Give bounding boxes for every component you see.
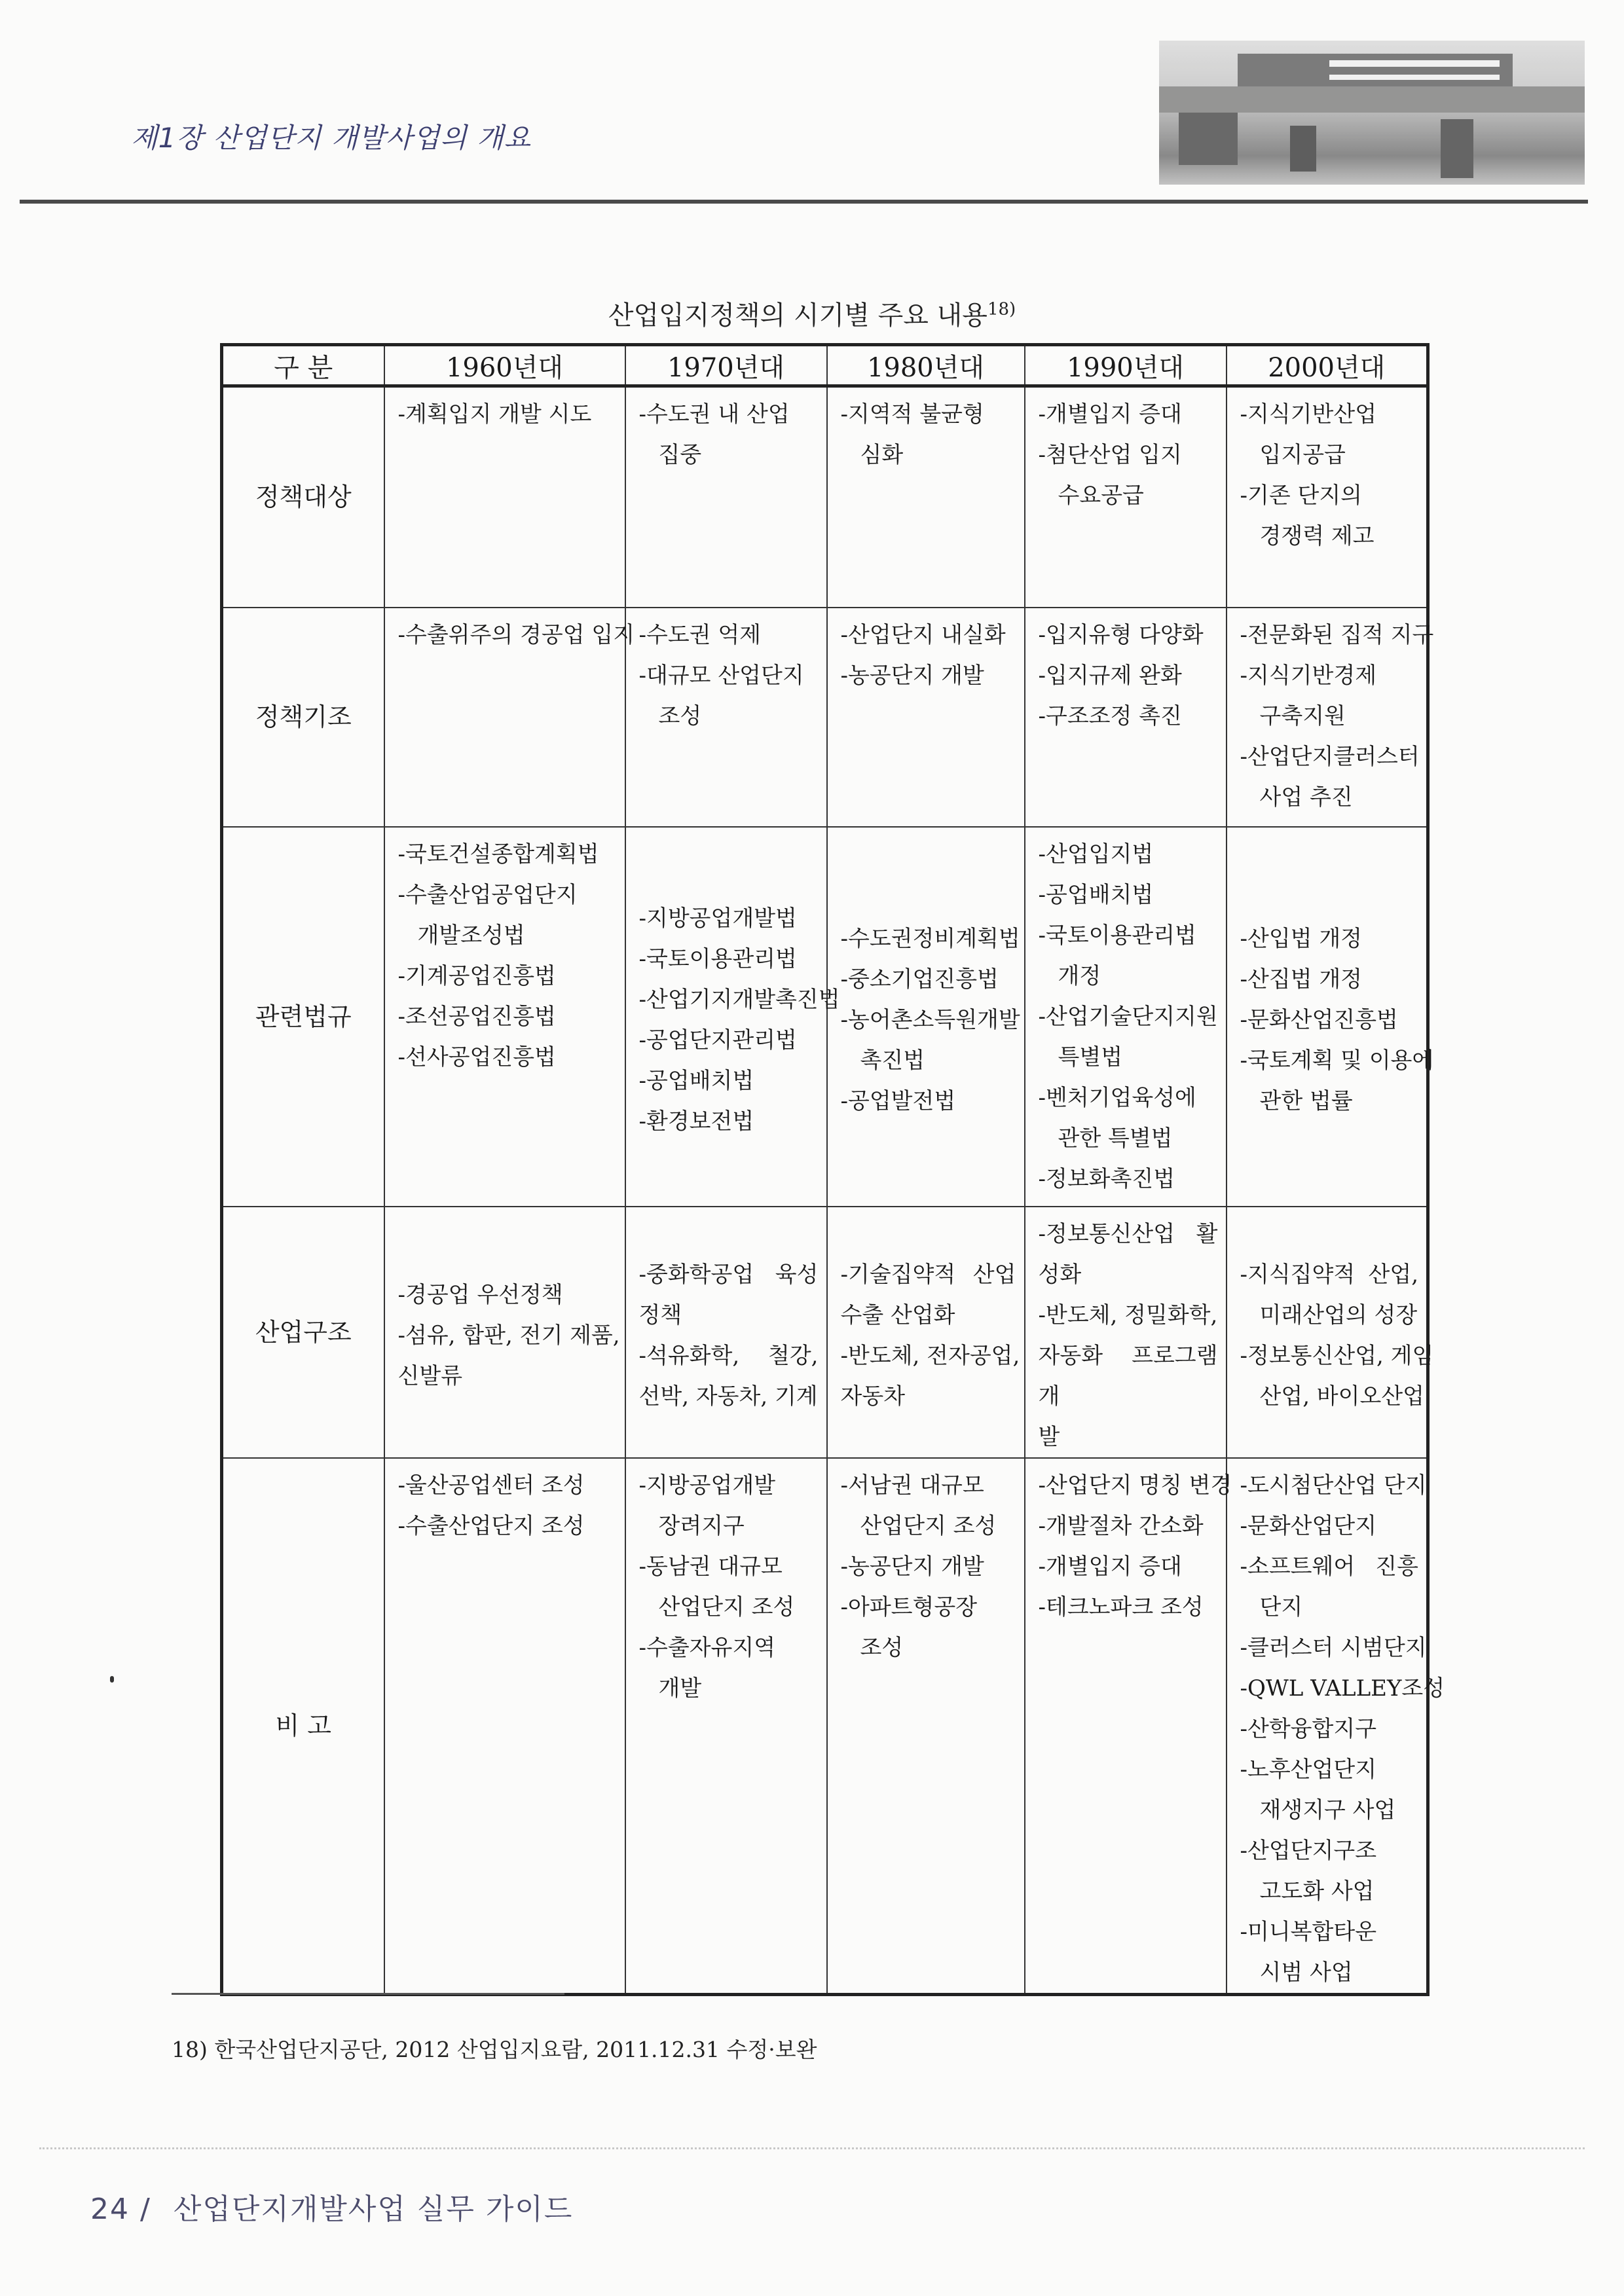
cell-line: 미래산업의 성장 [1259,1302,1418,1328]
cell-line: -정보통신산업, 게임 [1240,1342,1434,1369]
cell-line: -수도권 억제 [638,621,762,648]
table-cell [827,386,1025,608]
table-cell [384,1207,625,1458]
table-cell [625,608,827,827]
cell-line: -국토계획 및 이용에 [1240,1047,1434,1074]
cell-line: -개별입지 증대 [1038,401,1182,428]
cell-line: -대규모 산업단지 [638,662,804,689]
cell-line: 신발류 [397,1362,463,1389]
cell-line: -정보화촉진법 [1038,1165,1175,1192]
table-cell [827,608,1025,827]
cell-line: -공업배치법 [638,1067,754,1094]
cell-line: -소프트웨어 진흥 [1240,1553,1418,1580]
cell-line: 개발 [658,1675,702,1702]
table-cell [827,827,1025,1207]
cell-line: -공업배치법 [1038,881,1154,908]
table-row-policy-direction [222,608,1428,827]
table-cell [827,1207,1025,1458]
column-header-2000s: 2000년대 [1227,345,1428,386]
column-header-1990s: 1990년대 [1025,345,1227,386]
cell-line: 촉진법 [860,1047,925,1074]
table-cell [384,827,625,1207]
cell-line: -개발절차 간소화 [1038,1512,1204,1539]
cell-line: 산업, 바이오산업 [1259,1383,1425,1410]
cell-line: -벤처기업육성에 [1038,1084,1196,1111]
cell-line: 특별법 [1058,1044,1123,1070]
cell-line: -수도권정비계획법 [840,925,1020,952]
cell-line: -선사공업진흥법 [397,1044,556,1070]
table-cell [1227,386,1428,608]
cell-line: 개발조성법 [417,922,525,949]
cell-line: -농어촌소득원개발 [840,1006,1020,1033]
table-cell [1025,608,1227,827]
cell-line: -산학융합지구 [1240,1715,1377,1742]
table-cell [625,827,840,1207]
cell-line: -반도체, 전자공업, [840,1342,1020,1369]
cell-line: 재생지구 사업 [1259,1796,1396,1823]
cell-line: -석유화학, 철강, [638,1342,819,1369]
cell-line: 심화 [860,442,904,468]
cell-line: -정보통신산업 활 [1038,1220,1218,1247]
page-number: 24 [90,2193,130,2226]
header-divider [20,200,1588,204]
column-header-1960s: 1960년대 [384,345,625,386]
policy-table [220,343,1445,1996]
table-cell [625,1207,827,1458]
table-cell [827,1458,1025,1995]
cell-line: 조성 [658,702,702,729]
cell-line: 입지공급 [1259,442,1346,468]
cell-line: -지식기반산업 [1240,401,1377,428]
cell-line: -도시첨단산업 단지 [1240,1472,1427,1499]
cell-line: -산업단지 명칭 변경 [1038,1472,1232,1499]
cell-line: -수출위주의 경공업 입지 [397,621,635,648]
table-cell [1227,1207,1434,1458]
table-cell [1227,827,1434,1207]
table-cell [625,1458,827,1995]
cell-line: -산업입지법 [1038,841,1154,867]
book-title: 산업단지개발사업 실무 가이드 [173,2193,574,2226]
cell-line: -서남권 대규모 [840,1472,984,1499]
table-caption [0,295,1624,332]
table-cell [1025,1458,1232,1995]
cell-line: -지방공업개발 [638,1472,776,1499]
cell-line: -구조조정 촉진 [1038,702,1182,729]
table-row-remarks [222,1458,1428,1995]
cell-line: 관한 특별법 [1058,1125,1173,1152]
cell-line: 고도화 사업 [1259,1878,1375,1904]
cell-line: -농공단지 개발 [840,662,984,689]
cell-line: -국토이용관리법 [638,945,797,972]
table-cell [384,1458,625,1995]
cell-line: -지역적 불균형 [840,401,984,428]
cell-line: -수도권 내 산업 [638,401,790,428]
cell-line: 산업단지 조성 [658,1594,795,1620]
footnote-ref: 18) [987,299,1016,319]
cell-line: 산업단지 조성 [860,1512,997,1539]
cell-line: -수출산업공업단지 [397,881,578,908]
cell-line: -국토건설종합계획법 [397,841,599,867]
cell-line: 수요공급 [1058,483,1144,509]
table-cell [625,386,827,608]
cell-line: 관한 법률 [1259,1087,1353,1114]
cell-line: -산업단지클러스터 [1240,743,1420,770]
column-header-1980s: 1980년대 [827,345,1025,386]
table-header-row [222,345,1428,386]
cell-line: -공업발전법 [840,1087,956,1114]
table-cell [1025,386,1227,608]
column-header-1970s: 1970년대 [625,345,827,386]
footer-divider [39,2147,1585,2149]
table-cell [384,608,635,827]
scan-speck [110,1676,114,1683]
table-row-industrial-structure [222,1207,1428,1458]
cell-line: 성화 [1038,1261,1082,1288]
table-row-policy-target [222,386,1428,608]
column-header-category: 구 분 [222,345,384,386]
cell-line: 시범 사업 [1259,1959,1353,1986]
cell-line: 사업 추진 [1259,784,1353,811]
cell-line: -중소기업진흥법 [840,966,999,993]
cell-line: -산업기지개발촉진법 [638,986,840,1013]
cell-line: -문화산업진흥법 [1240,1006,1398,1033]
row-header: 관련법규 [222,827,384,1207]
cell-line: 집중 [658,442,702,468]
page-footer [90,2185,573,2227]
table-cell [1025,827,1227,1207]
row-header: 정책기조 [222,608,384,827]
cell-line: -국토이용관리법 [1038,922,1196,949]
cell-line: 선박, 자동차, 기계 [638,1383,818,1410]
cell-line: -공업단지관리법 [638,1027,797,1053]
row-header: 정책대상 [222,386,384,608]
cell-line: -노후산업단지 [1240,1756,1377,1783]
footer-separator: / [140,2193,151,2226]
cell-line: -클러스터 시범단지 [1240,1634,1427,1661]
chapter-title: 제1장 산업단지 개발사업의 개요 [131,122,532,154]
cell-line: 단지 [1259,1594,1303,1620]
table-cell [1227,1458,1445,1995]
cell-line: -미니복합타운 [1240,1918,1377,1945]
cell-line: -산입법 개정 [1240,925,1363,952]
cell-line: -산집법 개정 [1240,966,1363,993]
cell-line: -입지규제 완화 [1038,662,1182,689]
table-cell [1025,1207,1227,1458]
cell-line: -입지유형 다양화 [1038,621,1204,648]
cell-line: -반도체, 정밀화학, [1038,1302,1218,1328]
cell-line: -지방공업개발법 [638,905,797,932]
cell-line: -테크노파크 조성 [1038,1594,1204,1620]
cell-line: -QWL VALLEY조성 [1240,1675,1445,1702]
cell-line: -지식집약적 산업, [1240,1261,1418,1288]
cell-line: -환경보전법 [638,1108,754,1135]
cell-line: 구축지원 [1259,702,1346,729]
cell-line: 개정 [1058,962,1101,989]
cell-line: -기술집약적 산업 [840,1261,1016,1288]
cell-line: -울산공업센터 조성 [397,1472,585,1499]
table-caption-text: 산업입지정책의 시기별 주요 내용 [608,301,987,331]
cell-line: -동남권 대규모 [638,1553,783,1580]
cell-line: -수출산업단지 조성 [397,1512,585,1539]
cell-line: 발 [1038,1423,1060,1450]
cell-line: -기존 단지의 [1240,483,1363,509]
cell-line: -수출자유지역 [638,1634,776,1661]
cell-line: 수출 산업화 [840,1302,955,1328]
cell-line: 자동차 [840,1383,906,1410]
cell-line: -지식기반경제 [1240,662,1377,689]
cell-line: -아파트형공장 [840,1594,978,1620]
cell-line: 조성 [860,1634,904,1661]
cell-line: 장려지구 [658,1512,745,1539]
cell-line: -농공단지 개발 [840,1553,984,1580]
cell-line: -계획입지 개발 시도 [397,401,592,428]
cell-line: -전문화된 집적 지구 [1240,621,1434,648]
row-header: 비 고 [222,1458,384,1995]
cell-line: 정책 [638,1302,682,1328]
footnote-divider [172,1993,564,1995]
header-photo [1159,41,1585,185]
cell-line: -첨단산업 입지 [1038,442,1182,468]
table-cell [384,386,625,608]
cell-line: -경공업 우선정책 [397,1281,563,1308]
table-cell [1227,608,1434,827]
cell-line: -조선공업진흥법 [397,1003,556,1030]
cell-line: -산업단지구조 [1240,1837,1377,1864]
cell-line: -문화산업단지 [1240,1512,1377,1539]
cell-line: -산업단지 내실화 [840,621,1006,648]
row-header: 산업구조 [222,1207,384,1458]
footnote: 18) 한국산업단지공단, 2012 산업입지요람, 2011.12.31 수정·보완 [172,2037,817,2062]
cell-line: 자동화 프로그램 개 [1038,1342,1218,1410]
cell-line: -산업기술단지지원 [1038,1003,1218,1030]
cell-line: -기계공업진흥법 [397,962,556,989]
cell-line: -섬유, 합판, 전기 제품, [397,1322,620,1349]
cell-line: 경쟁력 제고 [1259,523,1375,549]
cell-line: -개별입지 증대 [1038,1553,1182,1580]
cell-line: -중화학공업 육성 [638,1261,819,1288]
table-row-related-laws [222,827,1428,1207]
